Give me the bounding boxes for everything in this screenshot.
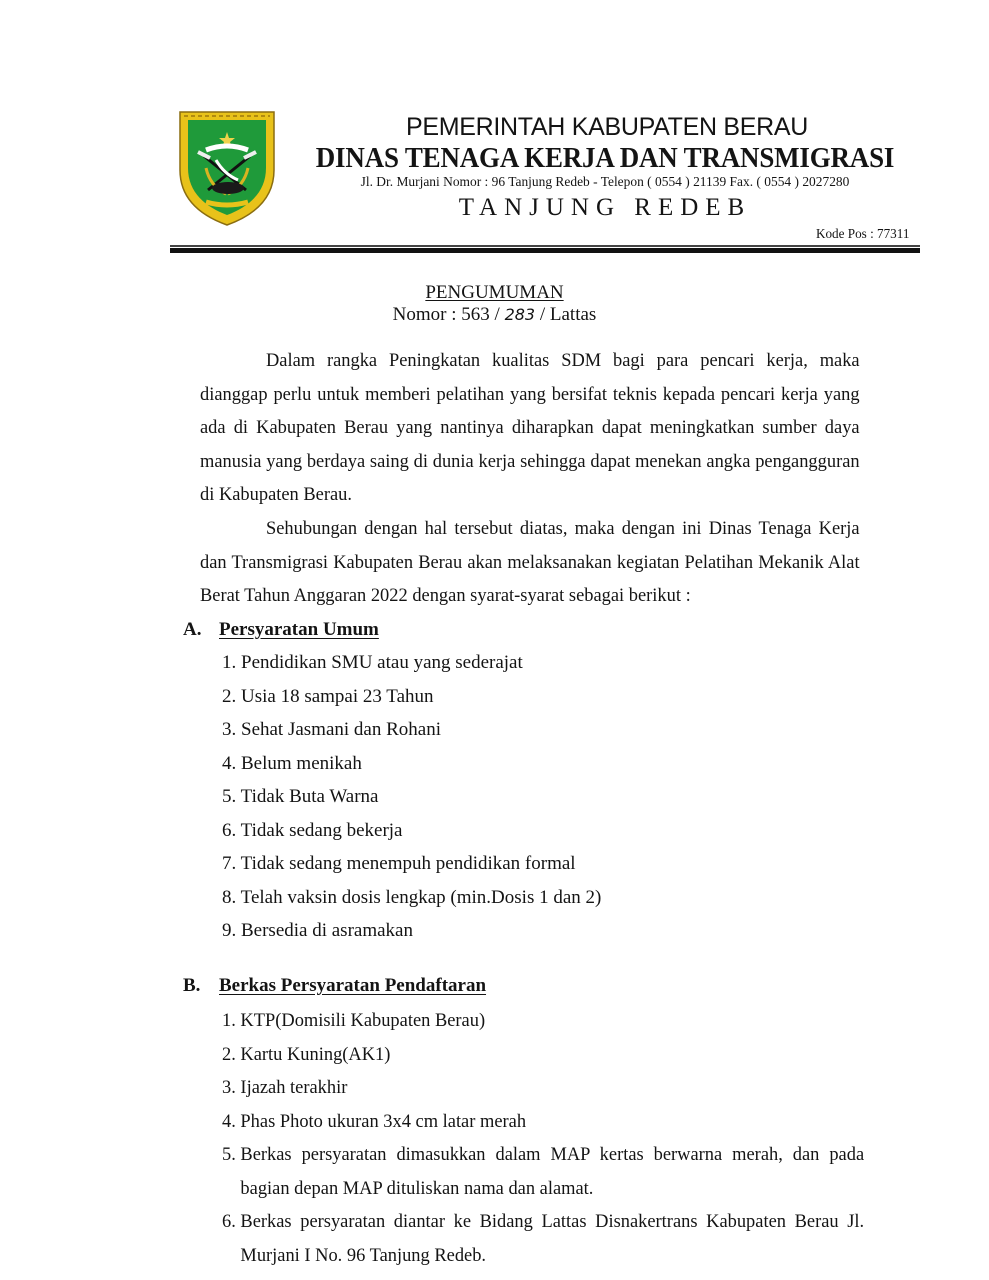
letterhead-divider-thick: [170, 248, 920, 253]
list-item-text: Pendidikan SMU atau yang sederajat: [241, 652, 523, 673]
number-handwritten: 283: [504, 305, 536, 324]
list-item: [222, 747, 601, 781]
list-item-text: Berkas persyaratan dimasukkan dalam MAP kertas berwarna merah, dan pada bagian depan MAP dituliskan nama dan alamat.: [240, 1144, 865, 1199]
list-item-number: 5.: [222, 1144, 236, 1165]
letterhead: [290, 112, 920, 223]
list-item: [222, 847, 601, 881]
list-item-number: 2.: [222, 685, 237, 707]
list-item-text: Telah vaksin dosis lengkap (min.Dosis 1 dan 2): [240, 886, 602, 908]
list-item-number: 1.: [222, 652, 237, 673]
list-item-text: Tidak sedang bekerja: [240, 819, 403, 841]
list-item-text: Usia 18 sampai 23 Tahun: [241, 685, 434, 707]
section-b-letter: B.: [183, 975, 201, 996]
list-item-number: 8.: [222, 886, 237, 908]
postal-code: Kode Pos : 77311: [815, 227, 909, 242]
list-item-number: 6.: [222, 819, 237, 841]
list-item-number: 5.: [222, 786, 237, 807]
list-item: [222, 713, 601, 747]
list-item-number: 4.: [222, 752, 237, 774]
list-item-number: 7.: [222, 853, 237, 874]
paragraph-context: [200, 512, 860, 613]
announcement-number: [0, 304, 989, 326]
list-item: [222, 780, 601, 814]
list-item: [222, 646, 601, 680]
list-item-text: Bersedia di asramakan: [241, 920, 413, 941]
list-item-number: 9.: [222, 920, 237, 941]
kabupaten-berau-emblem-icon: [176, 108, 278, 228]
list-item: [222, 1105, 864, 1139]
list-item: [222, 881, 601, 915]
list-item-text: KTP(Domisili Kabupaten Berau): [240, 1010, 486, 1031]
list-item-text: Berkas persyaratan diantar ke Bidang Lattas Disnakertrans Kabupaten Berau Jl. Murjani I No. 96 Tanjung Redeb.: [240, 1211, 865, 1266]
list-item-number: 3.: [222, 1077, 236, 1098]
list-item: [222, 814, 601, 848]
announcement-title: PENGUMUMAN: [425, 282, 564, 303]
list-item-number: 4.: [222, 1110, 236, 1132]
section-b-heading: [183, 975, 486, 997]
list-item-text: Kartu Kuning(AK1): [240, 1043, 391, 1065]
list-item: [222, 1071, 864, 1105]
list-item-text: Sehat Jasmani dan Rohani: [241, 719, 441, 740]
list-item: [222, 914, 601, 948]
number-prefix: Nomor : 563 /: [392, 304, 505, 325]
city-name: TANJUNG REDEB: [458, 194, 752, 221]
list-item: [222, 1205, 864, 1272]
letterhead-divider-thin: [170, 245, 920, 247]
list-item: [222, 1004, 864, 1038]
announcement-header: [0, 282, 989, 326]
list-item-number: 2.: [222, 1043, 236, 1065]
section-a-letter: A.: [183, 619, 202, 640]
list-item-number: 3.: [222, 719, 237, 740]
office-address: Jl. Dr. Murjani Nomor : 96 Tanjung Redeb - Telepon ( 0554 ) 21139 Fax. ( 0554 ) 2027280: [360, 175, 850, 190]
list-item: [222, 1038, 864, 1072]
list-item: [222, 1138, 864, 1205]
section-a-title: Persyaratan Umum: [219, 619, 379, 640]
list-item-number: 6.: [222, 1211, 236, 1232]
section-a-list: [222, 646, 601, 948]
list-item-text: Tidak Buta Warna: [240, 786, 379, 807]
section-b-title: Berkas Persyaratan Pendaftaran: [219, 975, 487, 996]
section-b-list: [222, 1004, 864, 1272]
government-name: PEMERINTAH KABUPATEN BERAU: [406, 113, 808, 141]
list-item-number: 1.: [222, 1010, 236, 1031]
list-item-text: Phas Photo ukuran 3x4 cm latar merah: [240, 1110, 527, 1132]
department-name: DINAS TENAGA KERJA DAN TRANSMIGRASI: [315, 142, 895, 174]
paragraph-intro-text: Dalam rangka Peningkatan kualitas SDM bagi para pencari kerja, maka dianggap perlu untuk memberi pelatihan yang bersifat teknis kepada pencari kerja yang ada di Kabupaten Berau yang nantinya diharapkan dapat meningkatkan sumber daya manusia yang berdaya saing di dunia kerja sehingga dapat menekan angka pengangguran di Kabupaten Berau.: [200, 350, 860, 505]
number-suffix: / Lattas: [535, 304, 597, 325]
section-a-heading: [183, 619, 379, 641]
paragraph-context-text: Sehubungan dengan hal tersebut diatas, maka dengan ini Dinas Tenaga Kerja dan Transmigrasi Kabupaten Berau akan melaksanakan kegiatan Pelatihan Mekanik Alat Berat Tahun Anggaran 2022 dengan syarat-syarat sebagai berikut :: [200, 518, 860, 606]
list-item-text: Tidak sedang menempuh pendidikan formal: [240, 853, 576, 874]
list-item-text: Ijazah terakhir: [240, 1077, 348, 1098]
list-item: [222, 680, 601, 714]
list-item-text: Belum menikah: [241, 752, 362, 774]
paragraph-intro: [200, 344, 860, 512]
